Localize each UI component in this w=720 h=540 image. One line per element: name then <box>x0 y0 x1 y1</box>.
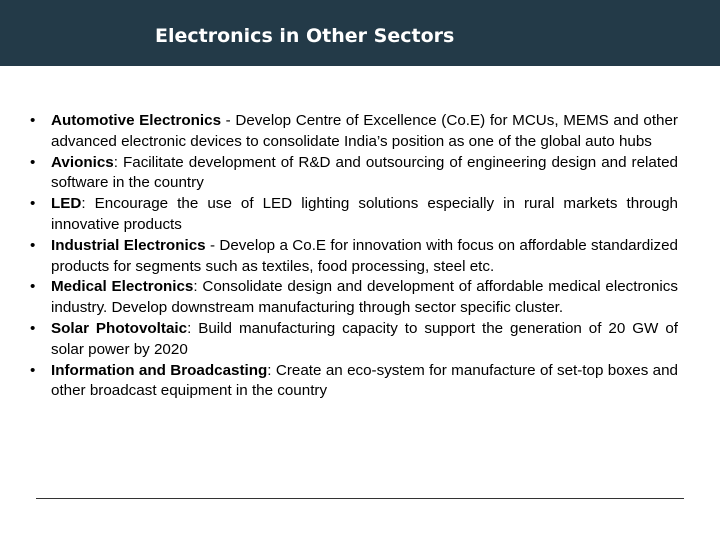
slide-title: Electronics in Other Sectors <box>155 25 455 47</box>
bullet-item-medical <box>30 277 678 319</box>
title-bar <box>0 0 720 66</box>
bullet-icon: • <box>30 195 36 213</box>
bullet-term: LED <box>51 195 82 213</box>
bullet-item-led <box>30 194 678 236</box>
bullet-text: : Build manufacturing capacity to support the generation of 20 GW of solar power by 2020 <box>51 319 678 358</box>
bullet-icon: • <box>30 236 36 254</box>
bullet-list <box>30 111 678 402</box>
bullet-icon: • <box>30 153 36 171</box>
bullet-term: Industrial Electronics <box>51 236 206 254</box>
bullet-icon: • <box>30 361 36 379</box>
bullet-item-industrial <box>30 236 678 278</box>
bullet-term: Information and Broadcasting <box>51 361 268 379</box>
bullet-term: Solar Photovoltaic <box>51 319 188 337</box>
bullet-term: Avionics <box>51 153 114 171</box>
bullet-item-solar <box>30 319 678 361</box>
bullet-text: : Create an eco-system for manufacture of set-top boxes and other broadcast equipment in the country <box>51 361 678 400</box>
bullet-text: : Consolidate design and development of affordable medical electronics industry. Develop downstream manufacturing through sector specific cluster. <box>51 278 678 317</box>
bullet-text: - Develop a Co.E for innovation with focus on affordable standardized products for segments such as textiles, food processing, steel etc. <box>51 236 678 275</box>
bullet-item-automotive <box>30 111 678 153</box>
bullet-icon: • <box>30 319 36 337</box>
bottom-divider <box>36 498 684 499</box>
bullet-term: Medical Electronics <box>51 278 194 296</box>
bullet-term: Automotive Electronics <box>51 112 222 129</box>
bullet-item-broadcasting <box>30 361 678 403</box>
bullet-item-avionics <box>30 153 678 195</box>
bullet-text: : Facilitate development of R&D and outsourcing of engineering design and related software in the country <box>51 153 678 192</box>
bullet-text: : Encourage the use of LED lighting solutions especially in rural markets through innovative products <box>51 195 678 233</box>
bullet-icon: • <box>30 278 36 296</box>
bullet-icon: • <box>30 112 36 129</box>
bullet-text: - Develop Centre of Excellence (Co.E) for MCUs, MEMS and other advanced electronic devices to consolidate India’s position as one of the global auto hubs <box>51 112 678 150</box>
